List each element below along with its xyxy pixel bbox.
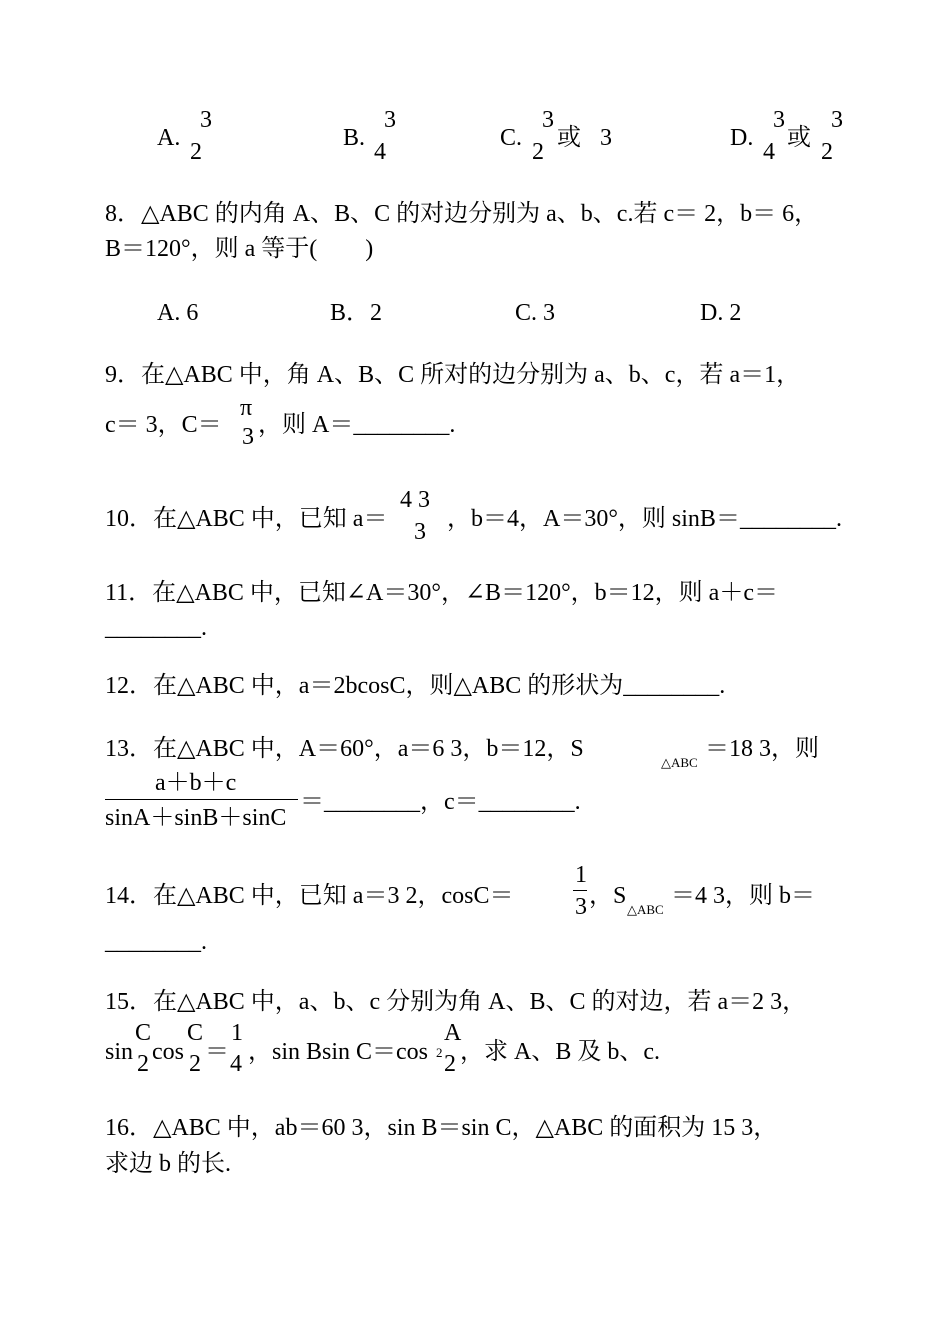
q7-option-a-label: A. bbox=[157, 125, 181, 151]
q14-frac-den: 3 bbox=[575, 894, 587, 920]
question-12: 12．在△ABC 中，a＝2bcosC，则△ABC 的形状为________. bbox=[105, 673, 726, 699]
q7-option-d-num1: 3 bbox=[773, 107, 785, 133]
q15-c2-num: C bbox=[187, 1020, 204, 1046]
q15-cos: cos bbox=[152, 1039, 184, 1065]
q7-option-d-or: 或 bbox=[787, 125, 811, 151]
q8-line2: B＝120°，则 a 等于( ) bbox=[105, 236, 374, 262]
q10-den: 3 bbox=[414, 519, 426, 545]
q14-line1-c: ＝4 3，则 b＝ bbox=[671, 883, 815, 909]
q15-sin: sin bbox=[105, 1039, 134, 1065]
q15-a-den: 2 bbox=[444, 1051, 456, 1077]
q8-option-d: D. 2 bbox=[700, 300, 742, 326]
q9-line2-b: ，则 A＝________. bbox=[258, 412, 456, 438]
q7-option-b-den: 4 bbox=[374, 139, 386, 165]
q9-line2-a: c＝ 3，C＝ bbox=[105, 412, 222, 438]
q15-q-den: 4 bbox=[230, 1051, 242, 1077]
q7-option-d-den1: 4 bbox=[763, 139, 775, 165]
q11-line2: ________. bbox=[105, 615, 207, 641]
q13-frac-den: sinA＋sinB＋sinC bbox=[105, 805, 287, 831]
q15-a-num: A bbox=[444, 1020, 462, 1046]
q10-num: 4 3 bbox=[400, 487, 430, 513]
q15-end: ，求 A、B 及 b、c. bbox=[460, 1039, 660, 1065]
q7-option-b-num: 3 bbox=[384, 107, 396, 133]
q8-option-c: C. 3 bbox=[515, 300, 556, 326]
q15-c1-den: 2 bbox=[137, 1051, 149, 1077]
q15-square: 2 bbox=[436, 1045, 443, 1060]
q8-option-b: B．2 bbox=[330, 300, 383, 326]
q15-line1: 15．在△ABC 中，a、b、c 分别为角 A、B、C 的对边，若 a＝2 3， bbox=[105, 989, 807, 1015]
q9-pi: π bbox=[240, 395, 253, 421]
q7-option-a-den: 2 bbox=[190, 139, 202, 165]
q15-q-num: 1 bbox=[231, 1020, 243, 1046]
q13-line2: ＝________，c＝________. bbox=[300, 789, 581, 815]
q7-option-c-tail: 3 bbox=[600, 125, 612, 151]
q16-line2: 求边 b 的长. bbox=[105, 1151, 231, 1177]
q8-line1: 8．△ABC 的内角 A、B、C 的对边分别为 a、b、c.若 c＝ 2，b＝ 6， bbox=[105, 201, 819, 227]
q9-pi-den: 3 bbox=[242, 424, 254, 450]
q14-fraction-bar bbox=[573, 890, 587, 891]
q7-option-a-num: 3 bbox=[200, 107, 212, 133]
q13-fraction-bar bbox=[105, 799, 298, 800]
q14-frac-num: 1 bbox=[575, 862, 587, 888]
q14-line2: ________. bbox=[105, 929, 207, 955]
q8-option-a: A. 6 bbox=[157, 300, 199, 326]
q15-eq: ＝ bbox=[205, 1039, 229, 1065]
q14-line1-a: 14．在△ABC 中，已知 a＝3 2，cosC＝ bbox=[105, 883, 514, 909]
q7-option-c-den: 2 bbox=[532, 139, 544, 165]
q7-option-d-label: D. bbox=[730, 125, 754, 151]
q10-b: ，b＝4，A＝30°，则 sinB＝________. bbox=[447, 506, 842, 532]
q7-option-c-label: C. bbox=[500, 125, 523, 151]
q13-line1-a: 13．在△ABC 中，A＝60°，a＝6 3，b＝12，S bbox=[105, 736, 584, 762]
q15-mid: ，sin Bsin C＝cos bbox=[248, 1039, 429, 1065]
q14-line1-b: ，S bbox=[589, 883, 627, 909]
q13-sub: △ABC bbox=[661, 755, 698, 770]
q10-a: 10．在△ABC 中，已知 a＝ bbox=[105, 506, 388, 532]
q7-option-d-den2: 2 bbox=[821, 139, 833, 165]
q11-line1: 11．在△ABC 中，已知∠A＝30°，∠B＝120°，b＝12，则 a＋c＝ bbox=[105, 580, 778, 606]
q7-option-d-num2: 3 bbox=[831, 107, 843, 133]
q14-sub: △ABC bbox=[627, 902, 664, 917]
q15-c1-num: C bbox=[135, 1020, 152, 1046]
q15-c2-den: 2 bbox=[189, 1051, 201, 1077]
q9-line1: 9．在△ABC 中，角 A、B、C 所对的边分别为 a、b、c，若 a＝1， bbox=[105, 362, 801, 388]
q7-option-c-num: 3 bbox=[542, 107, 554, 133]
q13-line1-b: ＝18 3，则 bbox=[705, 736, 819, 762]
q7-option-c-or: 或 bbox=[557, 125, 581, 151]
q7-option-b-label: B. bbox=[343, 125, 366, 151]
q16-line1: 16．△ABC 中，ab＝60 3，sin B＝sin C，△ABC 的面积为 15 3， bbox=[105, 1115, 778, 1141]
q13-frac-num: a＋b＋c bbox=[155, 770, 237, 796]
